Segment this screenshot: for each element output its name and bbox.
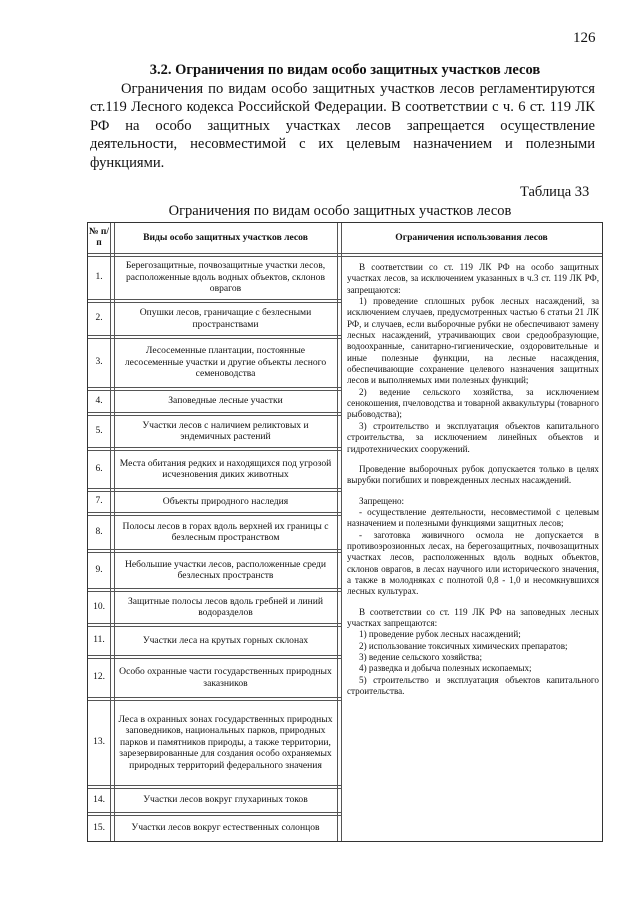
row-divider (88, 588, 341, 589)
restriction-paragraph: В соответствии со ст. 119 ЛК РФ на особо защитных участках лесов, за исключением указанных в ч.3 ст. 119 ЛК РФ, запрещаются: (347, 262, 599, 295)
row-type: Небольшие участки лесов, расположенные среди безлесных пространств (124, 558, 327, 581)
row-num: 1. (95, 272, 103, 282)
row-divider (88, 299, 341, 300)
row-num: 2. (95, 313, 103, 323)
section-title: 3.2. Ограничения по видам особо защитных участков лесов (149, 62, 541, 78)
row-num: 9. (95, 564, 103, 575)
row-divider (88, 412, 341, 413)
restriction-paragraph: 4) разведка и добыча полезных ископаемых; (359, 663, 532, 674)
intro-text: Ограничения по видам особо защитных участков лесов регламентируются ст.119 Лесного кодекса Российской Федерации. В соответствии с ч. 6 ст. 119 ЛК РФ на особо защитных участках лесов запрещается осуществление деятельности, несовместимой с их целевым назначением и полезными функциями. (90, 81, 595, 171)
row-num: 12. (93, 672, 105, 682)
row-type: Места обитания редких и находящихся под угрозой исчезновения диких животных (119, 457, 332, 480)
row-divider (88, 812, 341, 813)
row-num: 5. (95, 425, 103, 436)
column-divider (110, 223, 111, 841)
row-num: 11. (93, 635, 105, 645)
row-divider (88, 785, 341, 786)
row-type: Лесосеменные плантации, постоянные лесосеменные участки и другие объекты лесного семеноводства (124, 345, 327, 380)
restrictions-text (347, 262, 599, 697)
restriction-paragraph: 3) строительство и эксплуатация объектов капитального строительства, за исключением линейных объектов и гидротехнических сооружений. (347, 420, 599, 454)
restriction-paragraph: Проведение выборочных рубок допускается только в целях вырубки погибших и поврежденных лесных насаждений. (347, 463, 599, 486)
header-divider (88, 253, 602, 254)
restriction-paragraph: Запрещено: (359, 495, 405, 506)
header-num: № п/п (88, 227, 110, 248)
header-restrictions: Ограничения использования лесов (395, 232, 548, 244)
restriction-paragraph: - осуществление деятельности, несовместимой с целевым назначением и полезными функциями защитных лесов; (347, 506, 599, 529)
restriction-paragraph: В соответствии со ст. 119 ЛК РФ на заповедных лесных участках запрещаются: (347, 606, 599, 628)
header-type: Виды особо защитных участков лесов (143, 232, 308, 244)
row-divider (88, 447, 341, 448)
restriction-paragraph: 2) ведение сельского хозяйства, за исключением сенокошения, пчеловодства и товарной аквакультуры (товарного рыбоводства); (347, 386, 599, 420)
restriction-paragraph: 1) проведение сплошных рубок лесных насаждений, за исключением случаев, предусмотренных частью 6 статьи 21 ЛК РФ, и случаев, если выборочные рубки не обеспечивают замену лесных насаждений, утрачивающих свои средообразующие, водоохранные, санитарно-гигиенические, оздоровительные и иные полезные функции, на лесные насаждения, обеспечивающие сохранение целевого назначения защитных лесов и выполняемых ими полезных функций; (347, 296, 599, 386)
row-type: Участки леса на крутых горных склонах (142, 634, 309, 646)
row-divider (88, 387, 341, 388)
row-num: 15. (93, 822, 105, 833)
restriction-paragraph: 3) ведение сельского хозяйства; (359, 652, 482, 662)
column-divider (341, 223, 342, 841)
table-caption: Ограничения по видам особо защитных участков лесов (168, 203, 512, 219)
restriction-paragraph: - заготовка живичного осмола не допускается в противоэрозионных лесах, на берегозащитных, почвозащитных участках лесов, расположенных вдоль водных объектов, склонов оврагов, в лесах научного или исторического значения, а также в молодняках с полнотой 0,8 - 1,0 и несомкнувшихся лесных культурах. (347, 529, 599, 597)
row-type: Заповедные лесные участки (168, 395, 283, 407)
row-type: Особо охранные части государственных природных заказников (119, 666, 332, 689)
page-number: 126 (573, 30, 596, 46)
row-type: Опушки лесов, граничащие с безлесными пространствами (139, 307, 312, 330)
restriction-paragraph: 5) строительство и эксплуатация объектов капитального строительства. (347, 674, 599, 697)
row-num: 8. (95, 526, 103, 537)
row-divider (88, 697, 341, 698)
row-type: Участки лесов вокруг глухариных токов (143, 794, 308, 806)
row-num: 7. (95, 496, 103, 506)
restrictions-table (87, 222, 603, 842)
column-divider (337, 223, 338, 841)
row-type: Леса в охранных зонах государственных природных заповедников, национальных парков, природных парков и памятников природы, а также территории, зарезервированные для создания особо охраняемых природных территорий федерального значения (118, 713, 333, 771)
row-type: Объекты природного наследия (162, 495, 289, 507)
row-num: 14. (93, 794, 105, 805)
row-type: Защитные полосы лесов вдоль гребней и линий водоразделов (127, 595, 324, 618)
restriction-paragraph: 1) проведение рубок лесных насаждений; (359, 629, 521, 640)
row-divider (88, 512, 341, 513)
row-num: 3. (95, 357, 103, 367)
row-divider (88, 655, 341, 656)
table-number: Таблица 33 (520, 184, 590, 200)
row-divider (88, 623, 341, 624)
row-divider (88, 488, 341, 489)
row-type: Полосы лесов в горах вдоль верхней их границы с безлесным пространством (122, 520, 329, 543)
row-num: 6. (95, 463, 103, 474)
row-num: 4. (95, 395, 103, 406)
row-divider (88, 549, 341, 550)
row-type: Берегозащитные, почвозащитные участки лесов, расположенные вдоль водных объектов, склонов оврагов (125, 260, 326, 295)
row-num: 13. (93, 737, 105, 747)
restriction-paragraph: 2) использование токсичных химических препаратов; (359, 640, 568, 651)
row-type: Участки лесов вокруг естественных солонцов (131, 822, 320, 834)
row-divider (88, 335, 341, 336)
row-num: 10. (93, 601, 105, 612)
row-type: Участки лесов с наличием реликтовых и эндемичных растений (142, 419, 309, 442)
intro-paragraph (90, 80, 595, 172)
